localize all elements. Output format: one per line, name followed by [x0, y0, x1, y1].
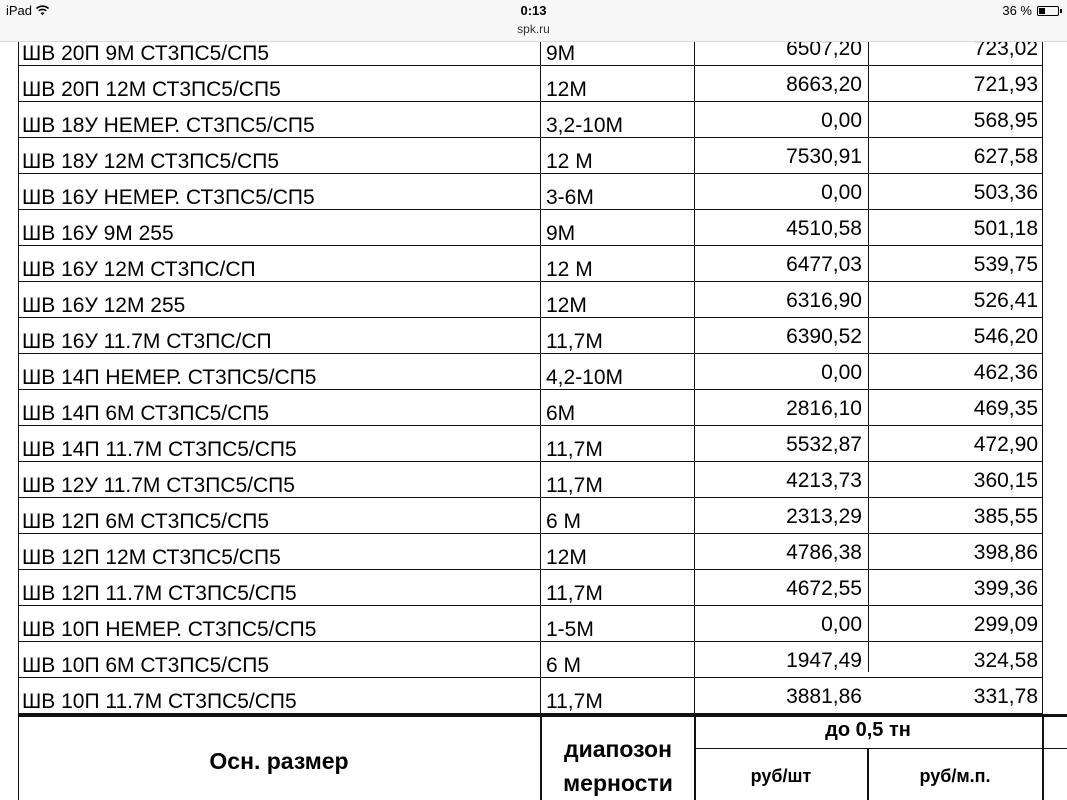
table-row [0, 318, 1067, 354]
product-name-cell: ШВ 12У 11.7М СТ3ПС5/СП5 [22, 474, 295, 497]
length-range-cell: 3,2-10М [546, 114, 624, 137]
product-name-cell: ШВ 14П НЕМЕР. СТ3ПС5/СП5 [22, 366, 317, 389]
price-per-meter-cell: 385,55 [973, 505, 1038, 528]
header-divider [18, 714, 1067, 717]
device-name: iPad [6, 3, 33, 18]
price-per-meter-cell: 462,36 [973, 361, 1038, 384]
length-range-cell: 6 М [546, 510, 582, 533]
price-per-piece-cell: 7530,91 [786, 145, 862, 168]
price-per-meter-cell: 568,95 [973, 109, 1038, 132]
table-row [0, 210, 1067, 246]
header-size: Осн. размер [209, 748, 349, 774]
price-table [0, 42, 1067, 800]
price-per-piece-cell: 1947,49 [786, 649, 862, 672]
price-per-piece-cell: 6477,03 [786, 253, 862, 276]
status-right [1002, 3, 1059, 18]
price-per-meter-cell: 503,36 [973, 181, 1038, 204]
product-name-cell: ШВ 12П 11.7М СТ3ПС5/СП5 [22, 582, 297, 605]
product-name-cell: ШВ 10П НЕМЕР. СТ3ПС5/СП5 [22, 618, 317, 641]
length-range-cell: 11,7М [546, 690, 603, 713]
length-range-cell: 12М [546, 78, 587, 101]
header-divider [694, 748, 1067, 749]
product-name-cell: ШВ 10П 6М СТ3ПС5/СП5 [22, 654, 270, 677]
price-per-meter-cell: 331,78 [973, 685, 1038, 708]
price-per-meter-cell: 472,90 [973, 433, 1038, 456]
table-row [0, 282, 1067, 318]
header-range [542, 732, 694, 800]
product-name-cell: ШВ 16У НЕМЕР. СТ3ПС5/СП5 [22, 186, 315, 209]
table-row [0, 426, 1067, 462]
table-row [0, 534, 1067, 570]
length-range-cell: 11,7М [546, 438, 603, 461]
length-range-cell: 4,2-10М [546, 366, 624, 389]
header-unit-meter: руб/м.п. [919, 766, 991, 786]
length-range-cell: 1-5М [546, 618, 594, 641]
product-name-cell: ШВ 20П 12М СТ3ПС5/СП5 [22, 78, 281, 101]
length-range-cell: 12 М [546, 150, 593, 173]
product-name-cell: ШВ 18У 12М СТ3ПС5/СП5 [22, 150, 279, 173]
price-per-piece-cell: 0,00 [821, 613, 862, 636]
table-row [0, 138, 1067, 174]
price-per-meter-cell: 539,75 [973, 253, 1038, 276]
header-range-line1: диапозон [564, 736, 672, 762]
length-range-cell: 12 М [546, 258, 593, 281]
table-row [0, 606, 1067, 642]
price-per-meter-cell: 501,18 [973, 217, 1038, 240]
battery-icon [1037, 6, 1059, 16]
length-range-cell: 12М [546, 294, 587, 317]
table-row [0, 570, 1067, 606]
table-body [0, 42, 1067, 714]
product-name-cell: ШВ 18У НЕМЕР. СТ3ПС5/СП5 [22, 114, 315, 137]
price-per-meter-cell: 324,58 [973, 649, 1038, 672]
price-per-piece-cell: 6507,20 [786, 42, 862, 60]
product-name-cell: ШВ 16У 11.7М СТ3ПС/СП [22, 330, 272, 353]
product-name-cell: ШВ 14П 11.7М СТ3ПС5/СП5 [22, 438, 297, 461]
price-per-piece-cell: 5532,87 [786, 433, 862, 456]
length-range-cell: 9М [546, 42, 576, 65]
table-row [0, 102, 1067, 138]
price-per-piece-cell: 0,00 [821, 361, 862, 384]
status-bar [0, 0, 1067, 42]
price-per-meter-cell: 721,93 [973, 73, 1038, 96]
price-per-meter-cell: 360,15 [973, 469, 1038, 492]
price-per-piece-cell: 2313,29 [786, 505, 862, 528]
table-row [0, 642, 1067, 678]
table-row [0, 678, 1067, 714]
product-name-cell: ШВ 12П 12М СТ3ПС5/СП5 [22, 546, 281, 569]
price-per-piece-cell: 6390,52 [786, 325, 862, 348]
price-per-piece-cell: 4672,55 [786, 577, 862, 600]
battery-percent: 36 % [1002, 3, 1032, 18]
address-url[interactable]: spk.ru [517, 22, 550, 36]
price-per-piece-cell: 4786,38 [786, 541, 862, 564]
header-divider [1042, 714, 1044, 800]
price-per-piece-cell: 3881,86 [786, 685, 862, 708]
price-per-piece-cell: 0,00 [821, 181, 862, 204]
table-row [0, 462, 1067, 498]
length-range-cell: 9М [546, 222, 576, 245]
price-per-piece-cell: 0,00 [821, 109, 862, 132]
price-per-meter-cell: 526,41 [973, 289, 1038, 312]
table-row [0, 498, 1067, 534]
table-row [0, 354, 1067, 390]
price-per-meter-cell: 399,36 [973, 577, 1038, 600]
price-per-piece-cell: 8663,20 [786, 73, 862, 96]
table-row [0, 390, 1067, 426]
length-range-cell: 3-6М [546, 186, 594, 209]
table-row [0, 42, 1067, 66]
price-per-meter-cell: 398,86 [973, 541, 1038, 564]
price-per-meter-cell: 469,35 [973, 397, 1038, 420]
product-name-cell: ШВ 10П 11.7М СТ3ПС5/СП5 [22, 690, 297, 713]
length-range-cell: 6 М [546, 654, 582, 677]
status-time: 0:13 [520, 3, 547, 18]
length-range-cell: 11,7М [546, 330, 603, 353]
table-header [0, 714, 1067, 800]
product-name-cell: ШВ 16У 12М СТ3ПС/СП [22, 258, 256, 281]
product-name-cell: ШВ 16У 9М 255 [22, 222, 174, 245]
length-range-cell: 12М [546, 546, 587, 569]
price-per-piece-cell: 6316,90 [786, 289, 862, 312]
table-row [0, 174, 1067, 210]
table-row [0, 246, 1067, 282]
header-range-line2: мерности [563, 770, 673, 796]
table-row [0, 66, 1067, 102]
price-per-piece-cell: 4213,73 [786, 469, 862, 492]
length-range-cell: 6М [546, 402, 576, 425]
price-per-meter-cell: 627,58 [973, 145, 1038, 168]
header-unit-piece: руб/шт [750, 766, 812, 786]
price-per-piece-cell: 2816,10 [786, 397, 862, 420]
product-name-cell: ШВ 20П 9М СТ3ПС5/СП5 [22, 42, 270, 65]
product-name-cell: ШВ 12П 6М СТ3ПС5/СП5 [22, 510, 270, 533]
price-per-meter-cell: 723,02 [973, 42, 1038, 60]
product-name-cell: ШВ 14П 6М СТ3ПС5/СП5 [22, 402, 270, 425]
price-per-piece-cell: 4510,58 [786, 217, 862, 240]
product-name-cell: ШВ 16У 12М 255 [22, 294, 186, 317]
length-range-cell: 11,7М [546, 582, 603, 605]
price-per-meter-cell: 546,20 [973, 325, 1038, 348]
price-per-meter-cell: 299,09 [973, 613, 1038, 636]
header-weight-group: до 0,5 тн [825, 719, 911, 741]
length-range-cell: 11,7М [546, 474, 603, 497]
